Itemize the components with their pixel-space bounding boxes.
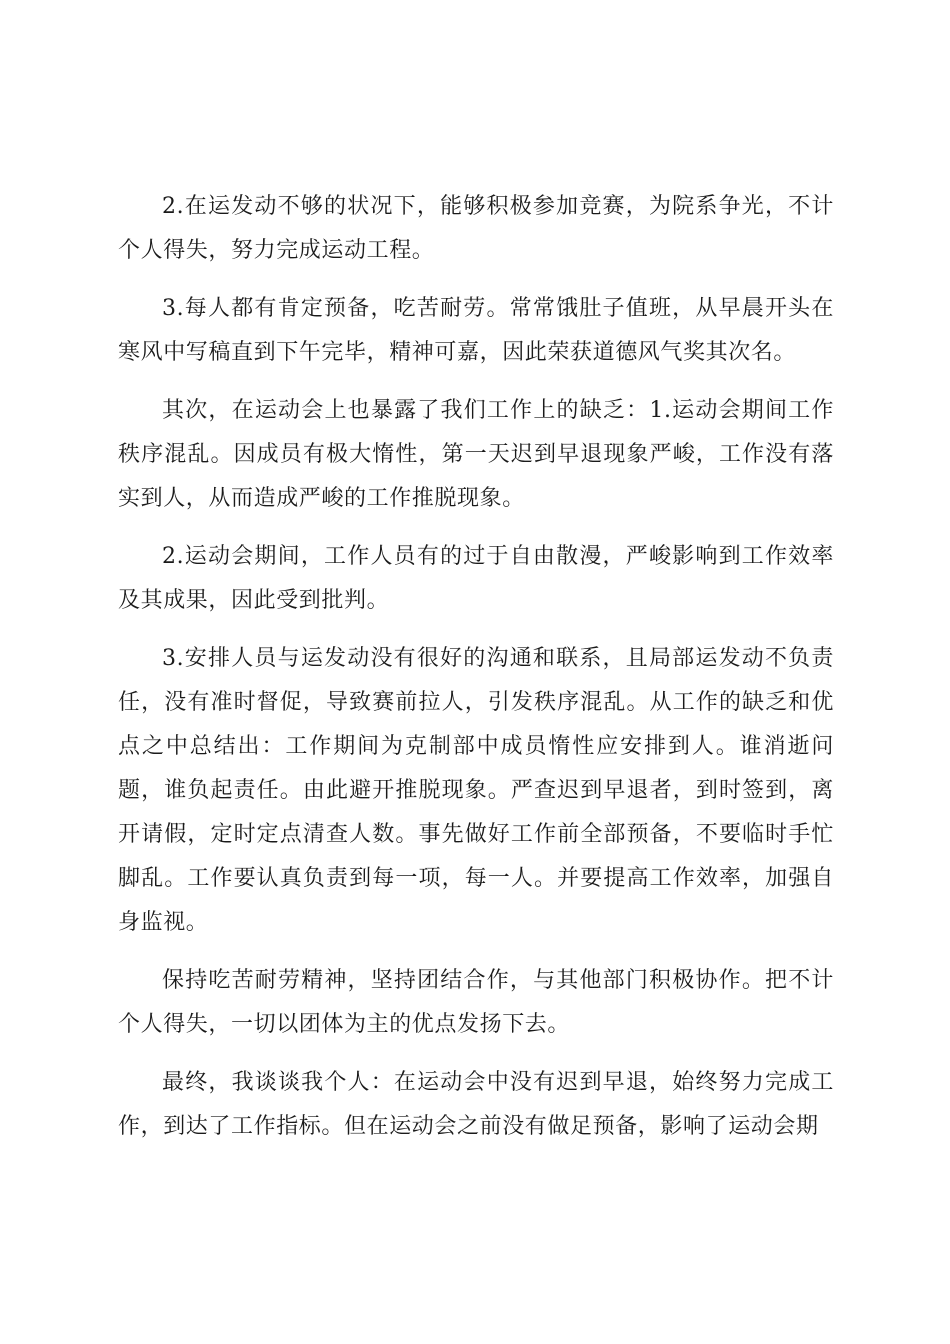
document-body <box>118 185 834 1163</box>
paragraph-communication-summary: 3.安排人员与运发动没有很好的沟通和联系，且局部运发动不负责任，没有准时督促，导致赛前拉人，引发秩序混乱。从工作的缺乏和优点之中总结出：工作期间为克制部中成员惰性应安排到人。谁消逝问题，谁负起责任。由此避开推脱现象。严查迟到早退者，到时签到，离开请假，定时定点清查人数。事先做好工作前全部预备，不要临时手忙脚乱。工作要认真负责到每一项，每一人。并要提高工作效率，加强自身监视。 <box>118 646 834 935</box>
paragraph-personal-reflection: 最终，我谈谈我个人：在运动会中没有迟到早退，始终努力完成工作，到达了工作指标。但在运动会之前没有做足预备，影响了运动会期 <box>118 1070 834 1139</box>
paragraph-staff-discipline: 2.运动会期间，工作人员有的过于自由散漫，严峻影响到工作效率及其成果，因此受到批判。 <box>118 544 834 613</box>
paragraph-hard-work: 3.每人都有肯定预备，吃苦耐劳。常常饿肚子值班，从早晨开头在寒风中写稿直到下午完毕，精神可嘉，因此荣获道德风气奖其次名。 <box>118 296 834 365</box>
paragraph-athletes-participation: 2.在运发动不够的状况下，能够积极参加竞赛，为院系争光，不计个人得失，努力完成运动工程。 <box>118 194 834 263</box>
paragraph-shortcomings-order: 其次，在运动会上也暴露了我们工作上的缺乏：1.运动会期间工作秩序混乱。因成员有极大惰性，第一天迟到早退现象严峻，工作没有落实到人，从而造成严峻的工作推脱现象。 <box>118 398 834 511</box>
paragraph-teamwork: 保持吃苦耐劳精神，坚持团结合作，与其他部门积极协作。把不计个人得失，一切以团体为主的优点发扬下去。 <box>118 968 834 1037</box>
